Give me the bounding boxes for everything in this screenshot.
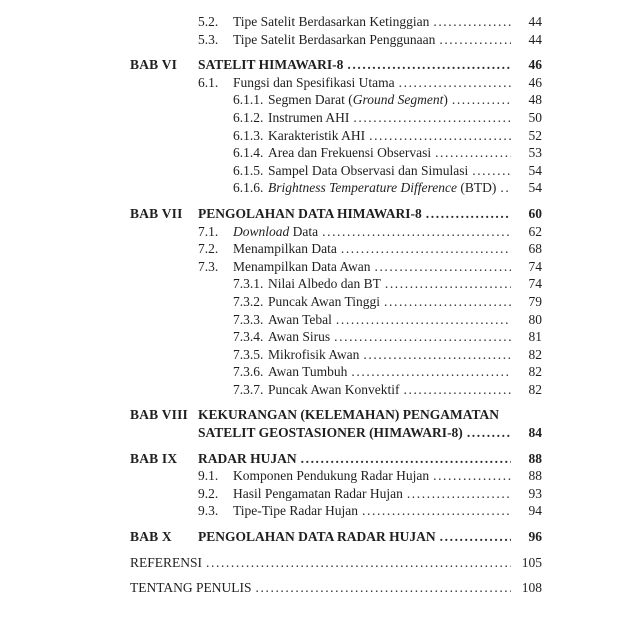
toc-entry-number: 7.3.: [198, 258, 219, 274]
toc-chapter-label: BAB VIII: [130, 407, 188, 423]
toc-entry-title-text: Data: [289, 223, 319, 239]
toc-page-number: 88: [528, 468, 542, 484]
toc-entry-title-text: REFERENSI: [130, 554, 203, 570]
toc-page-number: 80: [528, 311, 542, 327]
toc-entry-title: [233, 258, 370, 276]
toc-page-number: 79: [528, 293, 542, 309]
toc-entry-title-text: Fungsi dan Spesifikasi Utama: [233, 74, 395, 90]
toc-leader-dots: [347, 56, 511, 74]
toc-entry: [130, 579, 542, 597]
toc-entry-title-text: PENGOLAHAN DATA HIMAWARI-8: [198, 205, 422, 221]
toc-entry-title-text: Awan Tumbuh: [268, 364, 348, 380]
toc-entry-title: [198, 528, 436, 546]
toc-entry: [130, 554, 542, 572]
toc-page-number: 94: [528, 503, 542, 519]
toc-leader-dots: [385, 275, 511, 293]
toc-page-number: 82: [528, 364, 542, 380]
toc-leader-dots: [256, 579, 511, 597]
toc-entry-title: [233, 31, 435, 49]
toc-entry-number: 7.2.: [198, 241, 219, 257]
toc-entry: [130, 502, 542, 520]
toc-entry-number: 5.2.: [198, 14, 219, 29]
toc-leader-dots: [362, 502, 511, 520]
toc-entry-title-text: Sampel Data Observasi dan Simulasi: [268, 162, 469, 178]
toc-leader-dots: [433, 13, 511, 31]
toc-entry-title-text: Puncak Awan Tinggi: [268, 293, 381, 309]
toc-chapter-label: BAB VII: [130, 205, 183, 221]
toc-page-number: 54: [528, 180, 542, 196]
toc-entry-title: [268, 381, 400, 399]
toc-list: [130, 13, 542, 597]
toc-entry-number: 6.1.1.: [233, 92, 264, 108]
toc-entry: [130, 109, 542, 127]
toc-leader-dots: [206, 554, 511, 572]
toc-entry-title: [130, 554, 202, 572]
toc-entry-title: [268, 346, 359, 364]
toc-leader-dots: [341, 240, 511, 258]
toc-entry: [130, 56, 542, 74]
toc-entry-title: [268, 275, 381, 293]
toc-leader-dots: [399, 74, 511, 92]
toc-page-number: 44: [528, 31, 542, 47]
toc-leader-dots: [369, 127, 511, 145]
toc-entry-number: 9.3.: [198, 503, 219, 519]
toc-entry-number: 7.3.6.: [233, 364, 264, 380]
toc-leader-dots: [472, 162, 511, 180]
toc-entry: [130, 162, 542, 180]
toc-page-number: 96: [528, 529, 542, 545]
toc-entry-title: [268, 91, 448, 109]
toc-page-number: 44: [528, 14, 542, 29]
toc-entry: [130, 275, 542, 293]
toc-entry-title-text: Tipe-Tipe Radar Hujan: [233, 503, 359, 519]
toc-entry-number: 7.3.5.: [233, 346, 264, 362]
toc-leader-dots: [404, 381, 512, 399]
toc-entry-title: [233, 223, 318, 241]
toc-entry-number: 7.3.2.: [233, 293, 264, 309]
toc-entry: [130, 13, 542, 31]
toc-chapter-label: BAB VI: [130, 57, 178, 73]
toc-entry: [130, 258, 542, 276]
toc-entry-title: [268, 293, 380, 311]
toc-leader-dots: [322, 223, 511, 241]
toc-entry-title: [233, 485, 403, 503]
toc-leader-dots: [467, 424, 511, 442]
toc-entry-title-text: Tipe Satelit Berdasarkan Ketinggian: [233, 14, 430, 29]
toc-entry-number: 6.1.6.: [233, 180, 264, 196]
toc-entry-title: [268, 328, 330, 346]
toc-entry-title: [268, 363, 347, 381]
toc-page-number: 82: [528, 346, 542, 362]
toc-page-number: 105: [521, 554, 542, 570]
toc-entry: [130, 144, 542, 162]
toc-page-number: 53: [528, 145, 542, 161]
toc-entry: [130, 179, 542, 197]
toc-leader-dots: [384, 293, 511, 311]
toc-entry-number: 5.3.: [198, 31, 219, 47]
toc-entry-title-text: Download: [233, 223, 290, 239]
toc-page-number: 84: [528, 425, 542, 441]
toc-page-number: 60: [528, 205, 542, 221]
toc-page-number: 62: [528, 223, 542, 239]
toc-entry-number: 6.1.5.: [233, 162, 264, 178]
toc-entry: [130, 311, 542, 329]
toc-page-number: 46: [528, 74, 542, 90]
toc-page-number: 81: [528, 329, 542, 345]
toc-entry: [130, 363, 542, 381]
toc-entry-title-text: Mikrofisik Awan: [268, 346, 360, 362]
toc-page-number: 74: [528, 258, 542, 274]
toc-entry: [130, 240, 542, 258]
toc-page-number: 50: [528, 109, 542, 125]
toc-entry-title: KEKURANGAN (KELEMAHAN) PENGAMATAN: [198, 407, 499, 423]
toc-entry-title-text: Segmen Darat (: [268, 92, 353, 108]
toc-page-number: 68: [528, 241, 542, 257]
toc-entry-title-text: Tipe Satelit Berdasarkan Penggunaan: [233, 31, 436, 47]
toc-entry-number: 6.1.4.: [233, 145, 264, 161]
toc-page-number: 82: [528, 381, 542, 397]
toc-leader-dots: [336, 311, 511, 329]
toc-entry-title: [233, 467, 429, 485]
toc-entry-title-text: Nilai Albedo dan BT: [268, 276, 381, 292]
toc-entry: [130, 205, 542, 223]
toc-entry-title-text: Puncak Awan Konvektif: [268, 381, 400, 397]
toc-leader-dots: [435, 144, 511, 162]
toc-entry-continuation: [130, 424, 542, 442]
toc-entry-title-text: Menampilkan Data: [233, 241, 337, 257]
toc-entry: [130, 31, 542, 49]
toc-entry-title-text: Awan Tebal: [268, 311, 332, 327]
toc-entry: [130, 328, 542, 346]
toc-entry-number: 7.3.1.: [233, 276, 264, 292]
toc-entry-title-text: RADAR HUJAN: [198, 450, 297, 466]
toc-entry: [130, 127, 542, 145]
toc-page-number: 93: [528, 485, 542, 501]
toc-entry-number: 9.1.: [198, 468, 219, 484]
toc-entry-title: [198, 56, 343, 74]
toc-entry-title: [198, 450, 297, 468]
toc-entry-title-text: Hasil Pengamatan Radar Hujan: [233, 485, 403, 501]
toc-entry: [130, 293, 542, 311]
toc-entry-title: [268, 179, 496, 197]
toc-entry-title-text: PENGOLAHAN DATA RADAR HUJAN: [198, 529, 436, 545]
toc-leader-dots: [426, 205, 511, 223]
toc-entry: [130, 450, 542, 468]
toc-entry: [130, 485, 542, 503]
toc-entry-title: [130, 579, 252, 597]
toc-entry-number: 7.3.7.: [233, 381, 264, 397]
toc-entry-title: [268, 144, 431, 162]
toc-page-number: 52: [528, 127, 542, 143]
toc-entry-title-text: TENTANG PENULIS: [130, 580, 252, 596]
toc-leader-dots: [439, 31, 511, 49]
toc-leader-dots: [353, 109, 511, 127]
toc-entry-title-text: Menampilkan Data Awan: [233, 258, 371, 274]
toc-entry-title: [268, 127, 365, 145]
toc-page-number: 74: [528, 276, 542, 292]
toc-entry-title: [233, 74, 395, 92]
toc-entry-title-text: Instrumen AHI: [268, 109, 350, 125]
toc-leader-dots: [433, 467, 511, 485]
toc-leader-dots: [452, 91, 511, 109]
toc-leader-dots: [374, 258, 511, 276]
toc-entry-number: 7.1.: [198, 223, 219, 239]
toc-entry-title-text: Ground Segment: [352, 92, 444, 108]
toc-entry: [130, 346, 542, 364]
toc-entry-title-text: Komponen Pendukung Radar Hujan: [233, 468, 430, 484]
toc-entry: [130, 223, 542, 241]
toc-entry: [130, 406, 542, 424]
toc-entry-title-text: SATELIT HIMAWARI-8: [198, 57, 344, 73]
toc-entry-number: 9.2.: [198, 485, 219, 501]
toc-entry: [130, 381, 542, 399]
toc-entry-title: [233, 240, 337, 258]
toc-entry: [130, 74, 542, 92]
toc-page-number: 88: [528, 450, 542, 466]
toc-leader-dots: [351, 363, 511, 381]
toc-entry-number: 6.1.3.: [233, 127, 264, 143]
toc-leader-dots: [301, 450, 511, 468]
toc-page-number: 46: [528, 57, 542, 73]
toc-entry-title-text: Area dan Frekuensi Observasi: [268, 145, 432, 161]
toc-entry-title-text: Awan Sirus: [268, 329, 331, 345]
toc-entry: [130, 91, 542, 109]
toc-entry-number: 6.1.2.: [233, 109, 264, 125]
toc-page-number: 48: [528, 92, 542, 108]
toc-leader-dots: [334, 328, 511, 346]
toc-entry-title: [268, 109, 349, 127]
toc-entry-title-text: Karakteristik AHI: [268, 127, 366, 143]
toc-leader-dots: [500, 179, 511, 197]
toc-page-number: 54: [528, 162, 542, 178]
toc-entry-number: 7.3.4.: [233, 329, 264, 345]
toc-entry-number: 7.3.3.: [233, 311, 264, 327]
toc-chapter-label: BAB IX: [130, 450, 178, 466]
toc-entry-title-text: Brightness Temperature Difference: [268, 180, 457, 196]
toc-entry-title-text: (BTD): [456, 180, 497, 196]
toc-leader-dots: [440, 528, 511, 546]
toc-entry-title: [268, 311, 332, 329]
toc-entry: [130, 467, 542, 485]
toc-entry-title-text: ): [443, 92, 448, 108]
toc-entry-title: [233, 13, 429, 31]
toc-page-number: 108: [521, 580, 542, 596]
toc-entry: [130, 528, 542, 546]
toc-entry-title: [233, 502, 358, 520]
toc-entry-title: [268, 162, 468, 180]
toc-entry-number: 6.1.: [198, 74, 219, 90]
toc-entry-title: SATELIT GEOSTASIONER (HIMAWARI-8): [198, 425, 463, 441]
toc-entry-title: [198, 205, 422, 223]
toc-leader-dots: [363, 346, 511, 364]
toc-chapter-label: BAB X: [130, 529, 172, 545]
toc-leader-dots: [407, 485, 511, 503]
